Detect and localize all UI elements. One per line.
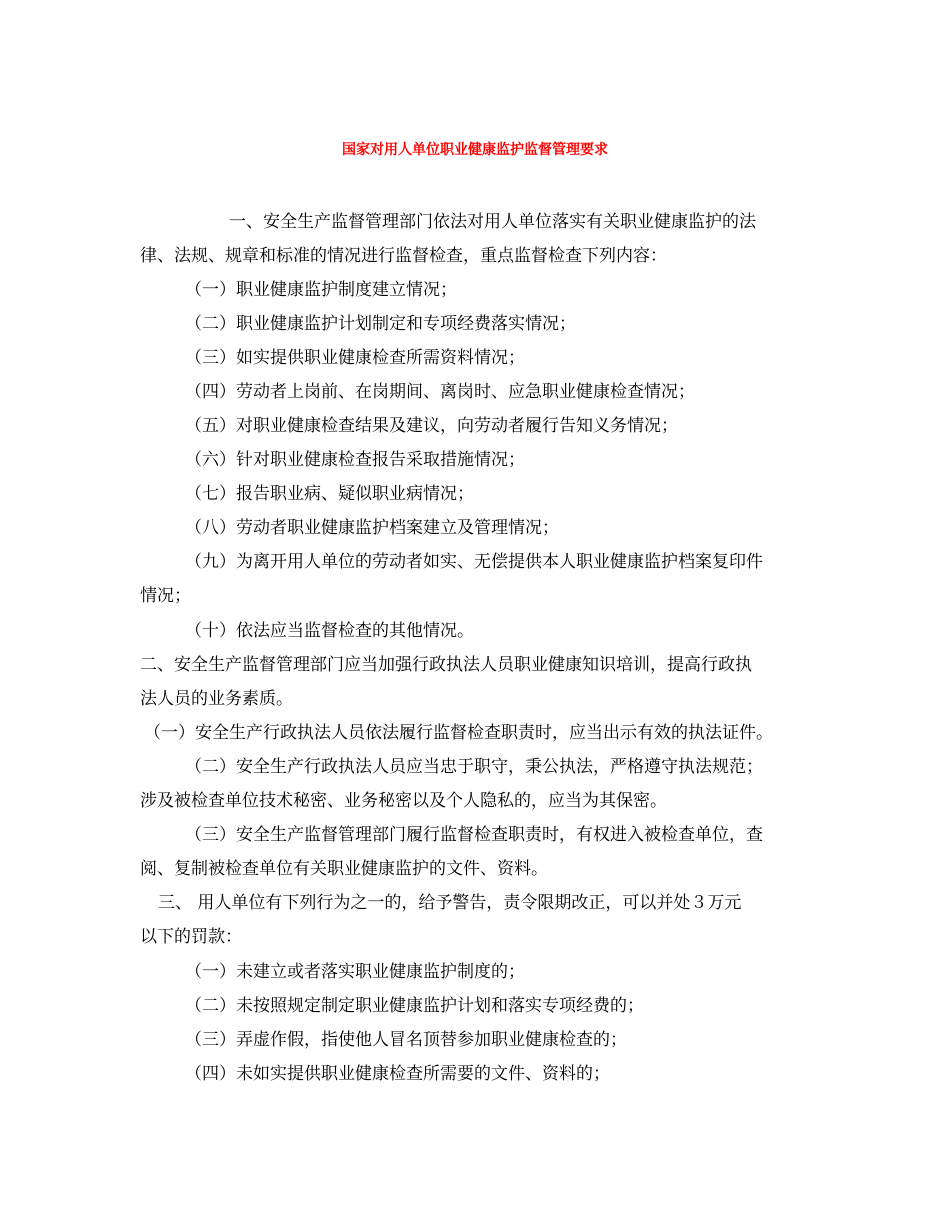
paragraph-line: 以下的罚款：	[140, 927, 242, 947]
list-item-continuation: 涉及被检查单位技术秘密、业务秘密以及个人隐私的，应当为其保密。	[140, 791, 667, 811]
list-item: （一）职业健康监护制度建立情况；	[185, 280, 457, 300]
list-item: （二）安全生产行政执法人员应当忠于职守，秉公执法，严格遵守执法规范；	[185, 757, 763, 777]
list-item: （九）为离开用人单位的劳动者如实、无偿提供本人职业健康监护档案复印件	[185, 552, 763, 572]
paragraph-line: 法人员的业务素质。	[140, 689, 293, 709]
list-item: （三）安全生产监督管理部门履行监督检查职责时，有权进入被检查单位，查	[185, 825, 763, 845]
list-item: （十）依法应当监督检查的其他情况。	[185, 621, 474, 641]
paragraph-line: 律、法规、规章和标准的情况进行监督检查，重点监督检查下列内容：	[140, 246, 667, 266]
list-item: （一）未建立或者落实职业健康监护制度的；	[185, 962, 525, 982]
paragraph-line: 三、 用人单位有下列行为之一的，给予警告，责令限期改正，可以并处３万元	[158, 893, 742, 913]
paragraph-line: 二、安全生产监督管理部门应当加强行政执法人员职业健康知识培训，提高行政执	[140, 655, 752, 675]
list-item: （二）未按照规定制定职业健康监护计划和落实专项经费的；	[185, 996, 644, 1016]
list-item: （一）安全生产行政执法人员依法履行监督检查职责时，应当出示有效的执法证件。	[144, 723, 773, 743]
paragraph-line: 一、安全生产监督管理部门依法对用人单位落实有关职业健康监护的法	[229, 212, 756, 232]
list-item-continuation: 阅、复制被检查单位有关职业健康监护的文件、资料。	[140, 859, 548, 879]
list-item: （四）劳动者上岗前、在岗期间、离岗时、应急职业健康检查情况；	[185, 382, 695, 402]
list-item: （六）针对职业健康检查报告采取措施情况；	[185, 450, 525, 470]
list-item: （三）如实提供职业健康检查所需资料情况；	[185, 348, 525, 368]
list-item: （七）报告职业病、疑似职业病情况；	[185, 484, 474, 504]
list-item: （四）未如实提供职业健康检查所需要的文件、资料的；	[185, 1064, 610, 1084]
list-item: （二）职业健康监护计划制定和专项经费落实情况；	[185, 314, 576, 334]
document-title: 国家对用人单位职业健康监护监督管理要求	[342, 142, 608, 158]
list-item-continuation: 情况；	[140, 586, 191, 606]
list-item: （五）对职业健康检查结果及建议，向劳动者履行告知义务情况；	[185, 416, 678, 436]
list-item: （八）劳动者职业健康监护档案建立及管理情况；	[185, 518, 559, 538]
list-item: （三）弄虚作假，指使他人冒名顶替参加职业健康检查的；	[185, 1030, 627, 1050]
